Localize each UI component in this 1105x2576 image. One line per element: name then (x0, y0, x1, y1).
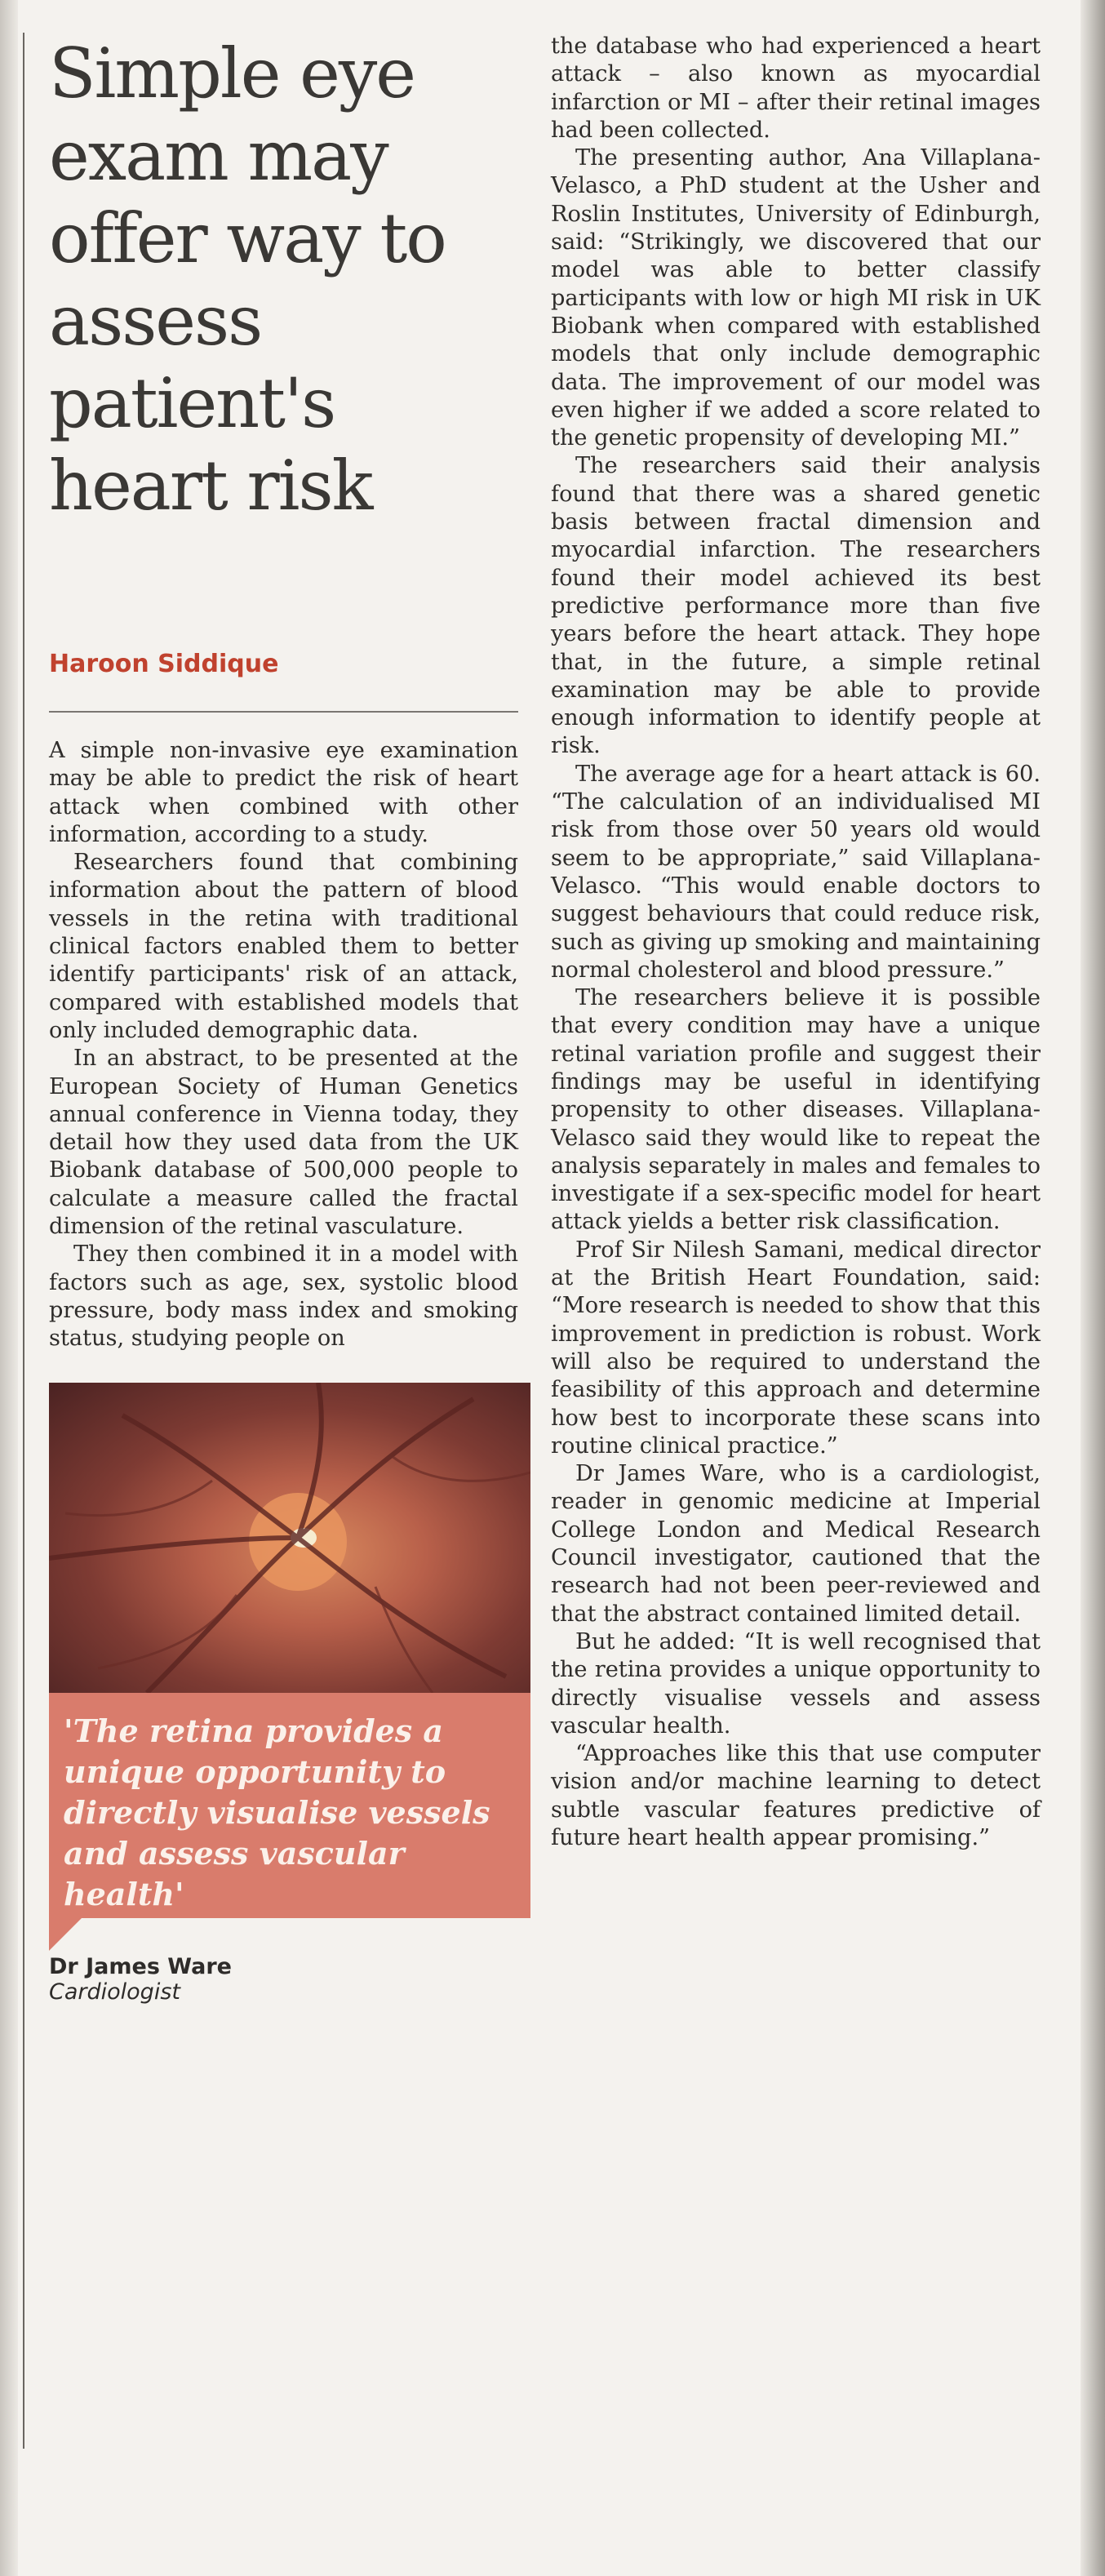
paragraph: “Approaches like this that use computer vision and/or machine learning to detect subtle vascular features predictive of future heart health appear promising.” (551, 1741, 1041, 1850)
paragraph: In an abstract, to be presented at the European Society of Human Genetics annual conference in Vienna today, they detail how they used data from the UK Biobank database of 500,000 people to calculate a measure called the fractal dimension of the retinal vasculature. (49, 1046, 518, 1240)
paragraph: The researchers said their analysis found that there was a shared genetic basis between fractal dimension and myocardial infarction. The researchers found their model achieved its best predictive performance more than five years before the heart attack. They hope that, in the future, a simple retinal examination may be able to provide enough information to identify people at risk. (551, 453, 1041, 759)
left-column (49, 33, 518, 2005)
paragraph: the database who had experienced a heart attack – also known as myocardial infarction or MI – after their retinal images had been collected. (551, 33, 1041, 143)
pull-quote-box (49, 1693, 530, 1918)
retina-photo (49, 1383, 530, 1693)
paragraph: Researchers found that combining information about the pattern of blood vessels in the retina with traditional clinical factors enabled them to better identify participants' risk of an attack, compared with established models that only included demographic data. (49, 850, 518, 1043)
paragraph: But he added: “It is well recognised that the retina provides a unique opportunity to directly visualise vessels and assess vascular health. (551, 1628, 1041, 1739)
paragraph: A simple non-invasive eye examination may be able to predict the risk of heart attack when combined with other information, according to a study. (49, 738, 518, 847)
right-column (551, 33, 1041, 1852)
headline: Simple eye exam may offer way to assess patient's heart risk (49, 33, 446, 526)
paragraph: They then combined it in a model with factors such as age, sex, systolic blood pressure, body mass index and smoking status, studying people on (49, 1241, 518, 1352)
byline: Haroon Siddique (49, 650, 279, 678)
byline-divider (49, 711, 518, 713)
quote-attribution-name: Dr James Ware (49, 1953, 232, 1979)
column-rule (23, 33, 24, 2449)
page-edge-right (1081, 0, 1105, 2576)
paragraph: Prof Sir Nilesh Samani, medical director at the British Heart Foundation, said: “More research is needed to show that this improvement in prediction is robust. Work will also be required to understand the feasibility of this approach and determine how best to incorporate these scans into routine clinical practice.” (551, 1237, 1041, 1459)
right-body (551, 33, 1041, 1852)
paragraph: The average age for a heart attack is 60. “The calculation of an individualised MI risk from those over 50 years old would seem to be appropriate,” said Villaplana-Velasco. “This would enable doctors to suggest behaviours that could reduce risk, such as giving up smoking and maintaining normal cholesterol and blood pressure.” (551, 761, 1041, 983)
pull-quote-tail (49, 1918, 82, 1951)
paragraph: The researchers believe it is possible that every condition may have a unique retinal variation profile and suggest their findings may be useful in identifying propensity to other diseases. Villaplana-Velasco said they would like to repeat the analysis separately in males and females to investigate if a sex-specific model for heart attack yields a better risk classification. (551, 985, 1041, 1235)
page-edge-left (0, 0, 18, 2576)
paragraph: The presenting author, Ana Villaplana-Velasco, a PhD student at the Usher and Roslin Institutes, University of Edinburgh, said: “Strikingly, we discovered that our model was able to better classify participants with low or high MI risk in UK Biobank when compared with established models that only include demographic data. The improvement of our model was even higher if we added a score related to the genetic propensity of developing MI.” (551, 145, 1041, 451)
quote-attribution-role: Cardiologist (49, 1979, 180, 2005)
paragraph: Dr James Ware, who is a cardiologist, reader in genomic medicine at Imperial College London and Medical Research Council investigator, cautioned that the research had not been peer-reviewed and that the abstract contained limited detail. (551, 1461, 1041, 1627)
left-body (49, 737, 518, 1353)
pull-quote-text: 'The retina provides a unique opportunity to directly visualise vessels and assess vascular health' (64, 1712, 490, 1912)
